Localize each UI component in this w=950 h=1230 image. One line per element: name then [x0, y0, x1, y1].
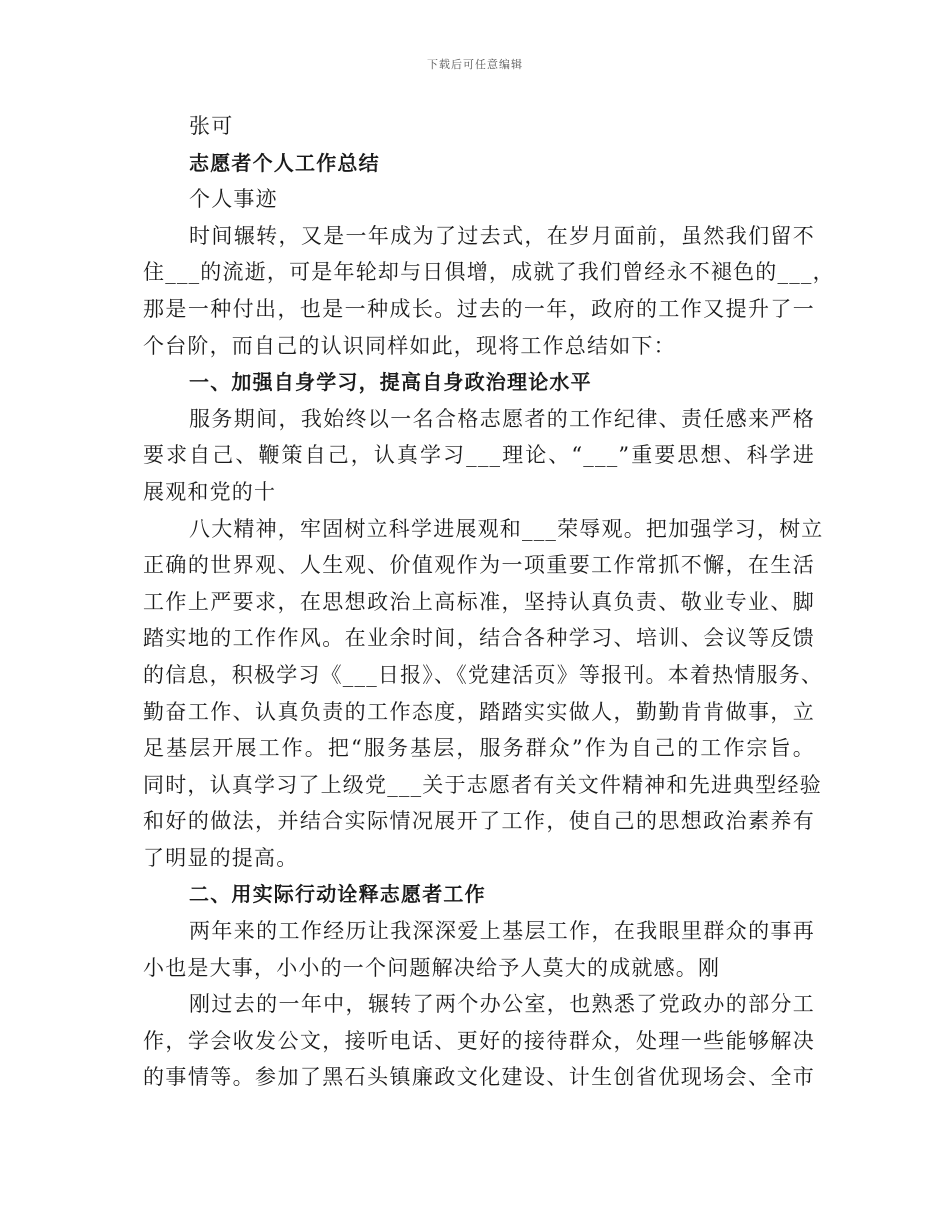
text-line: 要求自己、鞭策自己，认真学习___理论、“___”重要思想、科学进 — [143, 443, 815, 468]
page-header: 下载后可任意编辑 — [427, 58, 523, 71]
text-line: 刚过去的一年中，辗转了两个办公室，也熟悉了党政办的部分工 — [189, 992, 815, 1017]
text-line: 小也是大事，小小的一个问题解决给予人莫大的成就感。刚 — [143, 955, 721, 980]
text-line: 个台阶，而自己的认识同样如此，现将工作总结如下： — [143, 333, 676, 358]
text-line: 作，学会收发公文，接听电话、更好的接待群众，处理一些能够解决 — [143, 1028, 815, 1053]
text-line: 踏实地的工作作风。在业余时间，结合各种学习、培训、会议等反馈 — [143, 626, 815, 651]
text-line: 那是一种付出，也是一种成长。过去的一年，政府的工作又提升了一 — [143, 296, 815, 321]
text-line: 和好的做法，并结合实际情况展开了工作，使自己的思想政治素养有 — [143, 809, 815, 834]
text-line: 两年来的工作经历让我深深爱上基层工作，在我眼里群众的事再 — [189, 919, 815, 944]
text-line: 个人事迹 — [189, 187, 278, 212]
text-line: 八大精神，牢固树立科学进展观和___荣辱观。把加强学习，树立 — [189, 516, 824, 541]
text-line: 了明显的提高。 — [143, 845, 299, 870]
text-line: 足基层开展工作。把“服务基层，服务群众”作为自己的工作宗旨。 — [143, 736, 815, 761]
document-body — [143, 108, 835, 1096]
text-line: 同时，认真学习了上级党___关于志愿者有关文件精神和先进典型经验 — [143, 772, 822, 797]
text-line: 展观和党的十 — [143, 479, 277, 504]
text-line: 正确的世界观、人生观、价值观作为一项重要工作常抓不懈，在生活 — [143, 553, 815, 578]
text-line: 张可 — [189, 114, 234, 138]
text-line: 勤奋工作、认真负责的工作态度，踏踏实实做人，勤勤肯肯做事，立 — [143, 699, 815, 724]
text-line: 住___的流逝，可是年轮却与日俱增，成就了我们曾经永不褪色的___， — [143, 260, 835, 285]
section-heading: 志愿者个人工作总结 — [189, 150, 380, 175]
section-heading: 一、加强自身学习，提高自身政治理论水平 — [189, 370, 592, 395]
text-line: 服务期间，我始终以一名合格志愿者的工作纪律、责任感来严格 — [189, 406, 815, 431]
text-line: 的信息，积极学习《___日报》、《党建活页》等报刊。本着热情服务、 — [143, 662, 824, 687]
text-line: 时间辗转，又是一年成为了过去式，在岁月面前，虽然我们留不 — [189, 223, 815, 248]
text-line: 的事情等。参加了黑石头镇廉政文化建设、计生创省优现场会、全市 — [143, 1065, 815, 1090]
text-line: 工作上严要求，在思想政治上高标准，坚持认真负责、敬业专业、脚 — [143, 589, 815, 614]
section-heading: 二、用实际行动诠释志愿者工作 — [189, 882, 486, 907]
